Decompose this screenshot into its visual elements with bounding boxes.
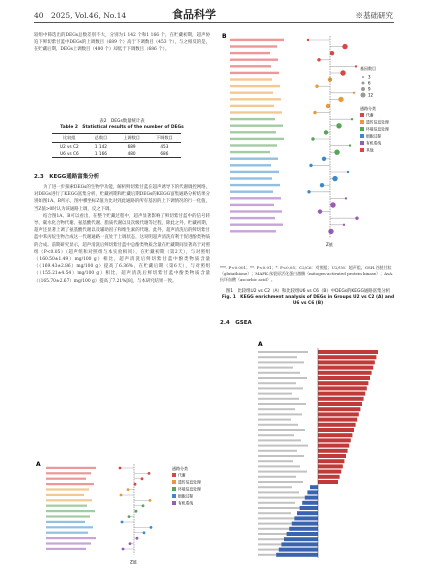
- section-label: ※基础研究: [355, 11, 393, 20]
- pathway-label: [230, 92, 273, 94]
- pathway-label: [230, 204, 274, 206]
- legend-size-dot: [362, 76, 364, 78]
- pathway-label: [230, 210, 282, 212]
- gsea-bar-down: [284, 537, 318, 541]
- figure-caption: 图1 比较组U2 vs C2（A）和比较组U6 vs C6（B）中DEGs的KEGG通路富集分析 Fig. 1 KEGG enrichment analysis of DEGs in Groups U2 vs C2 (A) and U6 vs C6 (B): [221, 289, 395, 306]
- legend-swatch: [360, 141, 364, 145]
- pathway-label: [46, 494, 84, 496]
- pathway-label: [46, 499, 92, 501]
- axis-label: Z值: [326, 242, 333, 247]
- lollipop-dot: [317, 58, 320, 61]
- lollipop-dot: [328, 229, 333, 234]
- pathway-label: [46, 467, 96, 469]
- table-header: 上调数目: [115, 134, 148, 143]
- pathway-label: [46, 510, 95, 512]
- gsea-bar-up: [318, 480, 338, 484]
- legend-label: 有机系统: [366, 140, 382, 146]
- gsea-bar-up: [318, 350, 378, 354]
- pathway-label: [258, 439, 301, 441]
- gsea-bar-up: [318, 397, 364, 401]
- lollipop-dot: [330, 51, 334, 55]
- lollipop-dot: [355, 217, 358, 220]
- pathway-label: [230, 98, 281, 100]
- pathway-label: [258, 491, 299, 493]
- pathway-label: [230, 158, 278, 160]
- pathway-label: [230, 177, 272, 179]
- pathway-label: [258, 445, 308, 447]
- gsea-bar-up: [318, 360, 375, 364]
- pathway-label: [258, 408, 295, 410]
- pathway-label: [46, 488, 89, 490]
- pathway-label: [258, 398, 299, 400]
- pathway-label: [258, 486, 292, 488]
- pathway-label: [46, 537, 96, 539]
- lollipop-dot: [127, 488, 130, 491]
- legend-size-label: 3: [368, 74, 371, 80]
- pathway-label: [46, 548, 86, 550]
- legend-label: 遗传信息处理: [366, 119, 389, 125]
- legend-title: 通路分类: [360, 106, 376, 111]
- pathway-label: [230, 191, 273, 193]
- legend-swatch: [172, 501, 176, 505]
- pathway-label: [258, 434, 294, 436]
- table2: [52, 133, 181, 158]
- pathway-label: [230, 78, 272, 80]
- lollipop-dot: [353, 92, 355, 94]
- pathway-label: [258, 387, 303, 389]
- pathway-label: [46, 483, 94, 485]
- lollipop-dot: [142, 504, 145, 507]
- lollipop-dot: [135, 510, 138, 513]
- legend-swatch: [172, 473, 176, 477]
- pathway-label: [230, 72, 279, 74]
- gsea-bar-up: [318, 423, 356, 427]
- gsea-bar-up: [318, 402, 362, 406]
- gsea-bar-up: [318, 454, 346, 458]
- pathway-label: [230, 197, 281, 199]
- legend-size-label: 6: [368, 80, 371, 86]
- legend-swatch: [172, 494, 176, 498]
- pathway-label: [258, 403, 306, 405]
- pathway-label: [46, 515, 90, 517]
- pathway-label: [258, 450, 297, 452]
- pathway-label: [230, 131, 276, 133]
- gsea-bar-up: [318, 371, 372, 375]
- pathway-label: [258, 393, 292, 395]
- lollipop-dot: [320, 183, 324, 187]
- pathway-label: [230, 224, 283, 226]
- legend-size-label: 12: [368, 92, 374, 98]
- lollipop-dot: [347, 171, 349, 173]
- panel-label: A: [36, 461, 41, 468]
- lollipop-dot: [336, 123, 341, 128]
- lollipop-dot: [342, 44, 347, 49]
- gsea-bar-chart: [256, 338, 396, 570]
- legend-label: 代谢: [178, 472, 186, 478]
- lollipop-dot: [315, 85, 318, 88]
- gsea-bar-up: [318, 433, 352, 437]
- intro-paragraph: 较组中筛选出的DEGs总数差别不大，分别为1 142 个和1 166 个，在贮藏初期，超声协迫下鲜切紫甘蓝中DEGs的上调数目（689 个）高于下调数目（453 个），与之相反的是，在贮藏后期，DEGs上调数目（480 个）却低于下调数目（686 个）。: [34, 33, 210, 53]
- pathway-label: [258, 377, 307, 379]
- pathway-label: [258, 429, 305, 431]
- legend-swatch: [360, 113, 364, 117]
- gsea-bar-up: [318, 355, 376, 359]
- table-row: U6 vs C6 1 166 480 686: [52, 150, 181, 158]
- lollipop-dot: [330, 202, 335, 207]
- legend-size-dot: [361, 93, 366, 98]
- gsea-bar-up: [318, 418, 357, 422]
- pathway-label: [46, 505, 87, 507]
- pathway-label: [230, 164, 271, 166]
- pathway-label: [46, 521, 85, 523]
- page-number: 40 2025, Vol.46, No.14: [34, 11, 127, 20]
- pathway-label: [258, 517, 298, 519]
- pathway-label: [258, 476, 296, 478]
- gsea-bar-down: [281, 542, 318, 546]
- pathway-label: [230, 230, 276, 232]
- pathway-label: [258, 507, 302, 509]
- lollipop-dot: [332, 176, 337, 181]
- pathway-label: [46, 472, 91, 474]
- pathway-label: [258, 361, 304, 363]
- gsea-bar-down: [297, 511, 318, 515]
- lollipop-dot: [334, 150, 339, 155]
- pathway-label: [258, 455, 304, 457]
- gsea-bar-up: [318, 412, 359, 416]
- legend-label: 环境信息处理: [178, 486, 201, 492]
- lollipop-dot: [326, 104, 330, 108]
- pathway-label: [230, 111, 282, 113]
- gsea-bar-up: [318, 470, 341, 474]
- gsea-bar-up: [318, 381, 368, 385]
- legend-swatch: [360, 134, 364, 138]
- gsea-bar-down: [289, 527, 318, 531]
- pathway-label: [258, 471, 307, 473]
- legend-label: 其他: [366, 147, 374, 153]
- pathway-label: [230, 105, 274, 107]
- lollipop-dot: [355, 65, 357, 67]
- pathway-label: [230, 138, 284, 140]
- pathway-label: [230, 217, 275, 219]
- panel-label: A: [258, 341, 263, 348]
- figure-1b: [220, 30, 396, 262]
- lollipop-dot: [340, 70, 345, 75]
- lollipop-dot: [322, 157, 326, 161]
- pathway-label: [258, 481, 303, 483]
- table-header: 比较组: [52, 134, 87, 143]
- pathway-label: [258, 382, 296, 384]
- gsea-bar-down: [310, 485, 318, 489]
- gsea-bar-up: [318, 386, 367, 390]
- legend-size-dot: [361, 87, 365, 91]
- pathway-label: [258, 413, 302, 415]
- lollipop-dot: [148, 472, 151, 475]
- figure-note: ***. P<0.001；**. P<0.01；*. P<0.05；C2/C6：对照组；U2/U6：超声组。GSH.谷胱甘肽（glutathione）；MAPK.丝裂原活化蛋白激酶（mitogen-activated protein kinase）；AsA.抗坏血酸（ascorbic acid）。: [220, 265, 394, 282]
- legend-label: 细胞过程: [366, 133, 382, 139]
- legend-label: 环境信息处理: [366, 126, 389, 132]
- journal-name: 食品科学: [172, 8, 216, 21]
- panel-label: B: [222, 33, 227, 40]
- gsea-bar-up: [318, 438, 351, 442]
- lollipop-dot: [307, 39, 309, 41]
- pathway-label: [46, 478, 86, 480]
- gsea-bar-down: [292, 522, 318, 526]
- lollipop-dot: [121, 521, 124, 524]
- figure-1a: [34, 458, 210, 566]
- legend-swatch: [360, 148, 364, 152]
- pathway-label: [258, 465, 300, 467]
- lollipop-dot: [129, 542, 132, 545]
- lollipop-dot: [343, 224, 345, 226]
- pathway-label: [258, 367, 293, 369]
- gsea-bar-down: [300, 506, 318, 510]
- pathway-label: [230, 59, 278, 61]
- pathway-label: [230, 39, 284, 41]
- lollipop-dot: [136, 537, 139, 540]
- lollipop-dot: [313, 111, 316, 114]
- legend-swatch: [360, 120, 364, 124]
- pathway-label: [46, 526, 93, 528]
- gsea-bar-down: [302, 501, 318, 505]
- axis-label: Z值: [130, 559, 137, 565]
- gsea-bar-down: [307, 490, 318, 494]
- pathway-label: [230, 45, 277, 47]
- gsea-bar-down: [294, 516, 318, 520]
- section-heading: 2.3 KEGG通路富集分析: [34, 174, 100, 180]
- gsea-bar-up: [318, 392, 365, 396]
- lollipop-dot: [351, 118, 353, 120]
- legend-size-label: 9: [368, 86, 371, 92]
- lollipop-dot: [324, 130, 328, 134]
- pathway-label: [230, 85, 280, 87]
- lollipop-dot: [318, 209, 322, 213]
- figure-1a-plot: [34, 458, 210, 566]
- lollipop-dot: [122, 548, 125, 551]
- gsea-bar-down: [305, 496, 318, 500]
- lollipop-dot: [309, 164, 312, 167]
- legend-label: 代谢: [366, 112, 374, 118]
- gsea-bar-down: [287, 532, 318, 536]
- figure-1b-plot: [220, 30, 396, 262]
- gsea-bar-up: [318, 444, 349, 448]
- legend-label: 细胞过程: [178, 493, 194, 499]
- legend-swatch: [172, 487, 176, 491]
- body-paragraph: 为了进一步探索DEGs的生物学功能，解析鲜切紫甘蓝在超声诱导下的代谢调控网络，对DEGs进行了KEGG富集分析，贮藏初期和贮藏后期DEGs的KEGG富集通路分析结果分别如图1A、B所示，图中横坐标Z值为比对到此通路的所有基因的上下调情况的行一化值，当Z值>0时认为该通路上调，反之下调。 结合图1A、B可以看出，在整个贮藏过程中，超声显著影响了鲜切紫甘蓝中的信号转导、碳水化合物代谢、氨基酸代谢、脂质代谢以及次级代谢等过程，除此之外，贮藏初期，超声还显著上调了氨基酸代谢以及辅助因子和维生素的代谢。此外，超声清洗后的鲜切紫甘蓝中苯丙烷生物合成这一代谢通路一直处于上调状态，这说明超声清洗有利于促进酚类物质的合成。前期研究显示，超声清洗后鲜切紫甘蓝中总酚类物质含量在贮藏期间显著高于对照组（P<0.05）（超声组和对照组与本实验相同），在贮藏初期（第2天），与对照组（160.50±1.49）mg/100 g）相比，超声清洗后鲜切紫甘蓝中酚类物质含量（（169.43±2.86）mg/100 g）提高了6.36%，在贮藏后期（第6天），与对照组（（155.21±4.54）mg/100 g）相比，超声清洗后鲜切紫甘蓝中酚类物质含量（（165.70±2.67）mg/100 g）提高了7.21%[8]，与本研究结果一致。: [34, 185, 210, 284]
- section-heading: 2.4 GSEA: [220, 320, 252, 326]
- lollipop-dot: [349, 144, 351, 146]
- legend-swatch: [172, 480, 176, 484]
- lollipop-dot: [150, 526, 153, 529]
- gsea-bar-up: [318, 428, 354, 432]
- table-header: 总数目: [87, 134, 116, 143]
- pathway-label: [46, 542, 91, 544]
- pathway-label: [230, 184, 280, 186]
- pathway-label: [230, 171, 279, 173]
- pathway-label: [230, 52, 270, 54]
- gsea-bar-up: [318, 464, 343, 468]
- legend-swatch: [360, 127, 364, 131]
- table-row: U2 vs C2 1 142 689 453: [60, 144, 169, 149]
- pathway-label: [230, 125, 283, 127]
- legend-size-title: 基因数目: [360, 66, 376, 71]
- legend-title: 通路分类: [172, 466, 188, 471]
- lollipop-dot: [311, 137, 314, 140]
- gsea-bar-down: [276, 553, 318, 557]
- pathway-label: [258, 356, 297, 358]
- pathway-label: [258, 351, 308, 353]
- pathway-label: [258, 528, 294, 530]
- legend-label: 遗传信息处理: [178, 479, 201, 485]
- pathway-label: [258, 497, 306, 499]
- pathway-label: [230, 118, 275, 120]
- lollipop-dot: [345, 197, 347, 199]
- pathway-label: [46, 532, 88, 534]
- pathway-label: [230, 151, 270, 153]
- legend-label: 有机系统: [178, 500, 194, 506]
- pathway-label: [258, 460, 293, 462]
- lollipop-dot: [141, 477, 144, 480]
- pathway-label: [230, 65, 271, 67]
- lollipop-dot: [143, 531, 146, 534]
- header-rule: [34, 22, 394, 23]
- gsea-bar-up: [318, 459, 344, 463]
- lollipop-dot: [307, 190, 310, 193]
- lollipop-dot: [120, 494, 123, 497]
- gsea-bar-up: [318, 407, 360, 411]
- pathway-label: [258, 419, 291, 421]
- table2-title: 表2 DEGs数量统计表 Table 2 Statistical results of the number of DEGs: [60, 119, 184, 130]
- gsea-bar-up: [318, 366, 373, 370]
- gsea-bar-up: [318, 475, 340, 479]
- lollipop-dot: [149, 499, 152, 502]
- lollipop-dot: [128, 515, 131, 518]
- table-header: 下调数目: [148, 134, 181, 143]
- lollipop-dot: [338, 97, 343, 102]
- pathway-label: [258, 372, 300, 374]
- lollipop-dot: [119, 467, 122, 470]
- gsea-bar-up: [318, 449, 348, 453]
- pathway-label: [230, 144, 277, 146]
- pathway-label: [258, 424, 298, 426]
- pathway-label: [258, 512, 291, 514]
- legend-size-dot: [362, 82, 365, 85]
- pathway-label: [258, 502, 295, 504]
- gsea-bar-down: [279, 548, 318, 552]
- gsea-figure: [256, 338, 396, 570]
- gsea-bar-up: [318, 376, 370, 380]
